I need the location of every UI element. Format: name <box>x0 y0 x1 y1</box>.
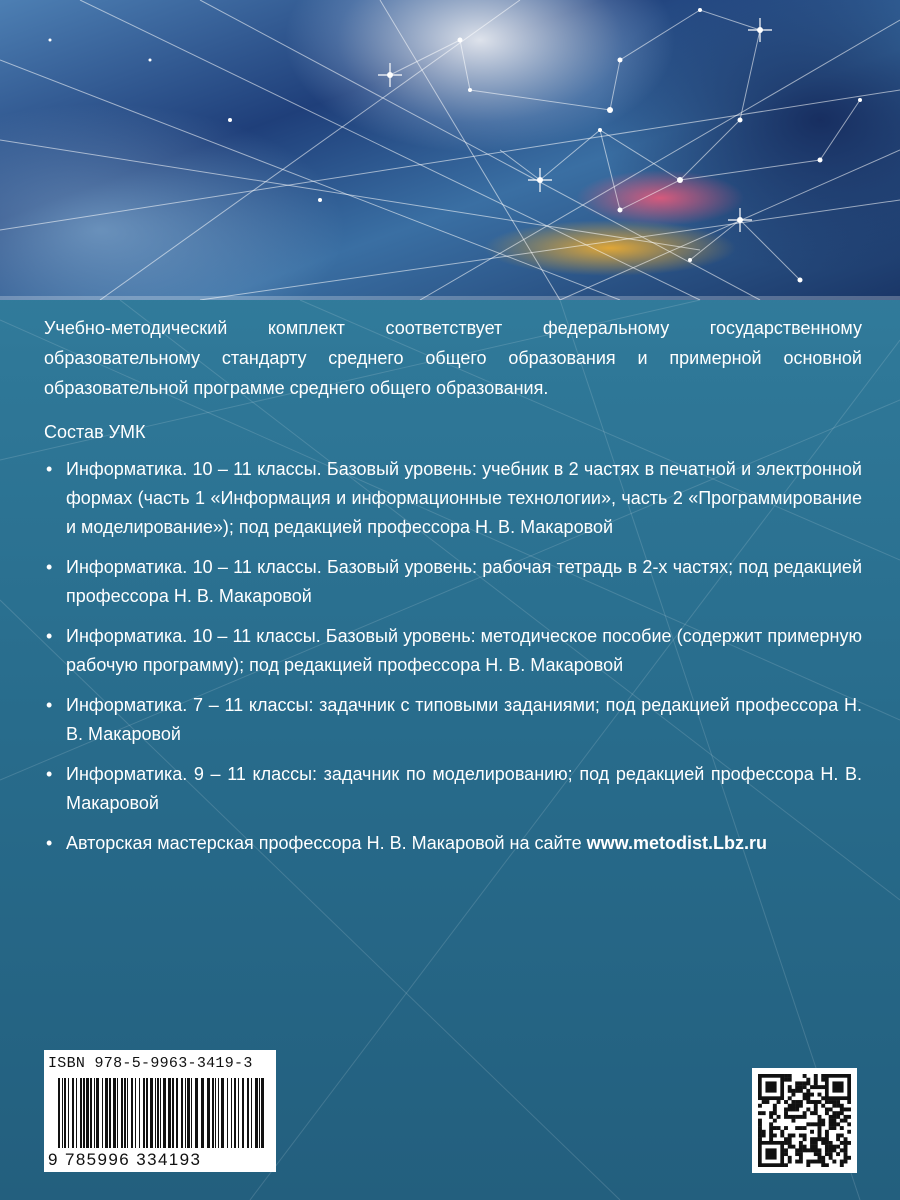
umk-item-workbook: • Информатика. 10 – 11 классы. Базовый уровень: рабочая тетрадь в 2-х частях; под редакцией профессора Н. В. Макаровой <box>44 553 862 611</box>
barcode-bars <box>58 1078 264 1148</box>
isbn-barcode <box>44 1050 276 1172</box>
website-link[interactable]: www.metodist.Lbz.ru <box>586 833 767 853</box>
umk-item-problem-book-7-11: • Информатика. 7 – 11 классы: задачник с типовыми заданиями; под редакцией профессора Н. В. Макаровой <box>44 691 862 749</box>
barcode-digits: 9 785996 334193 <box>48 1150 202 1169</box>
umk-list <box>44 455 862 858</box>
description-block <box>44 313 862 869</box>
umk-item-teacher-guide: • Информатика. 10 – 11 классы. Базовый уровень: методическое пособие (содержит примерную рабочую программу); под редакцией профессора Н. В. Макаровой <box>44 622 862 680</box>
qr-code <box>752 1068 857 1173</box>
space-illustration <box>0 0 900 300</box>
constellation-lines <box>0 0 900 300</box>
umk-item-problem-book-9-11: • Информатика. 9 – 11 классы: задачник по моделированию; под редакцией профессора Н. В. Макаровой <box>44 760 862 818</box>
workshop-text: Авторская мастерская профессора Н. В. Макаровой на сайте <box>66 833 582 853</box>
umk-title: Состав УМК <box>44 422 146 442</box>
qr-code-icon <box>758 1074 851 1167</box>
umk-item-author-workshop <box>44 829 862 858</box>
isbn-number: ISBN 978-5-9963-3419-3 <box>48 1055 253 1072</box>
intro-text: Учебно-методический комплект соответствует федеральному государственному образовательному стандарту среднего общего образования и примерной основной образовательной программе среднего общего образования. <box>44 318 862 398</box>
umk-item-textbook: • Информатика. 10 – 11 классы. Базовый уровень: учебник в 2 частях в печатной и электронной формах (часть 1 «Информация и информационные технологии», часть 2 «Программирование и моделирование»); под редакцией профессора Н. В. Макаровой <box>44 455 862 542</box>
